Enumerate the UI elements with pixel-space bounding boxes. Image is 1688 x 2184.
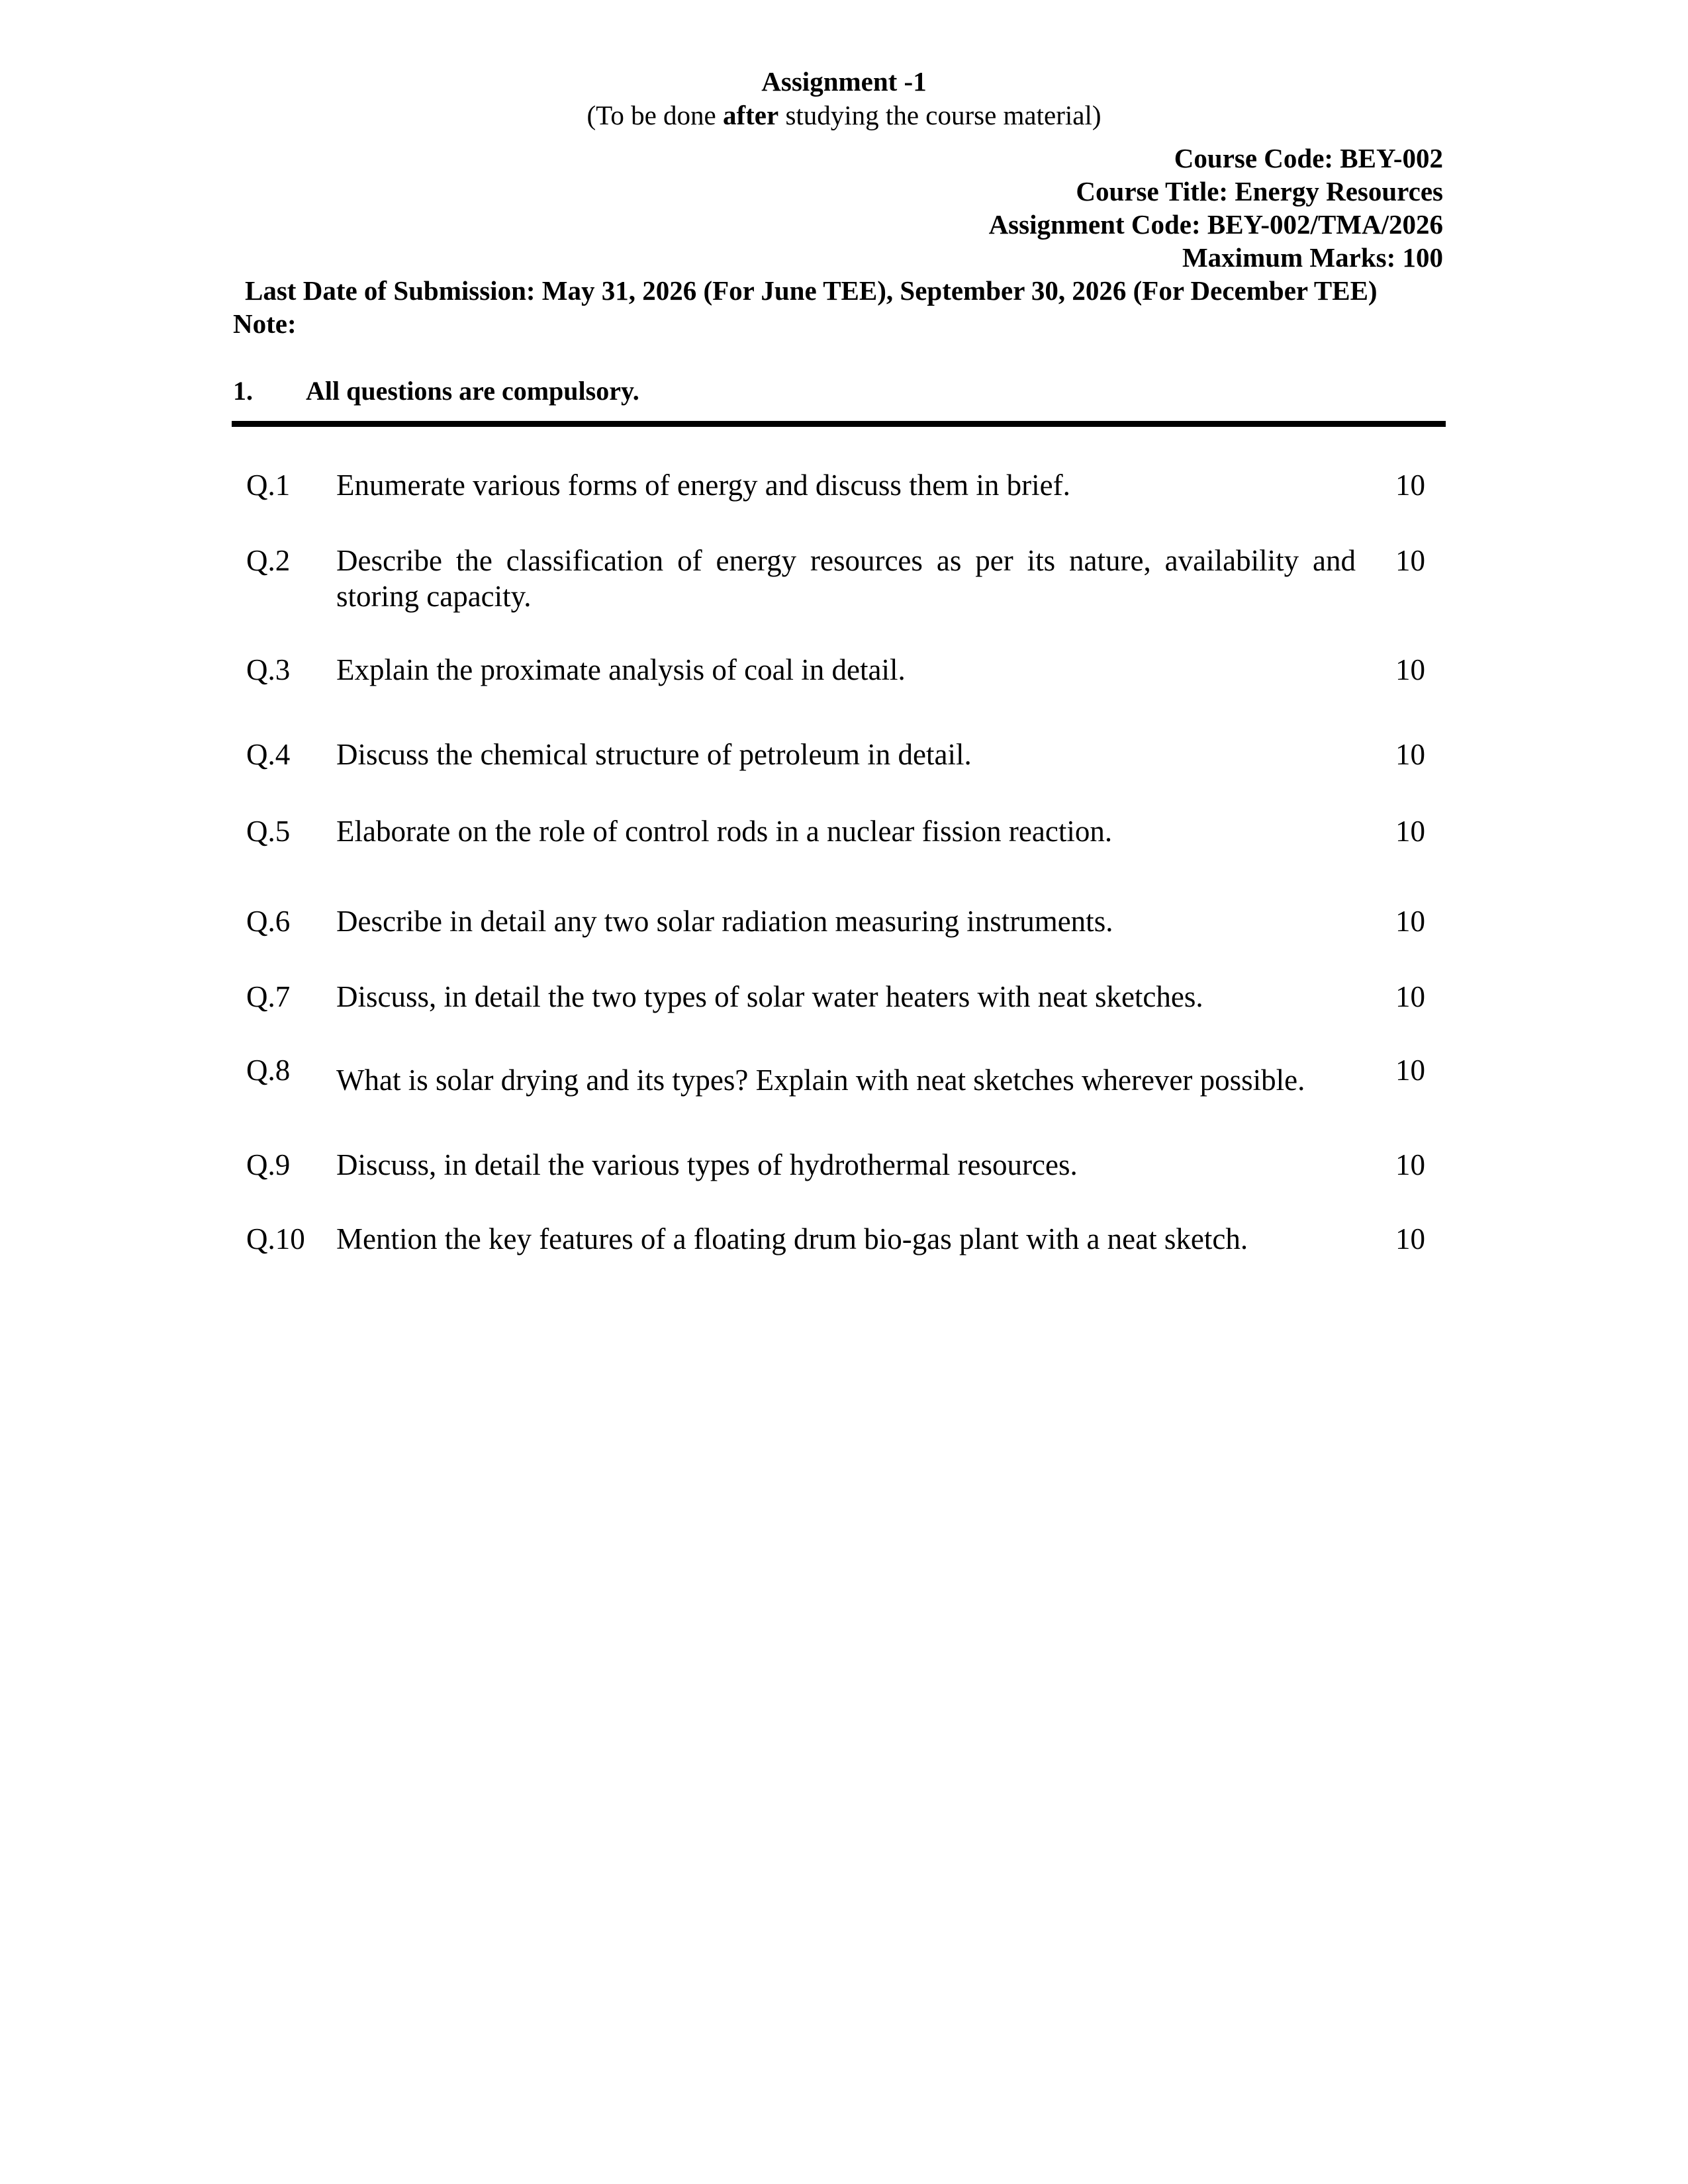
question-text: Mention the key features of a floating drum bio-gas plant with a neat sketch.: [336, 1222, 1248, 1255]
question-marks: 10: [1395, 544, 1425, 577]
question-number: Q.10: [246, 1222, 305, 1255]
note-label: Note:: [233, 308, 297, 339]
question-text: Discuss, in detail the two types of solar water heaters with neat sketches.: [336, 980, 1203, 1013]
page-subtitle: [0, 98, 1688, 132]
question-text: Enumerate various forms of energy and discuss them in brief.: [336, 469, 1070, 502]
instruction-text: All questions are compulsory.: [306, 376, 639, 406]
question-marks: 10: [1395, 1054, 1425, 1087]
question-number: Q.6: [246, 905, 291, 938]
question-number: Q.1: [246, 469, 291, 502]
question-text: Describe in detail any two solar radiation measuring instruments.: [336, 905, 1113, 938]
course-code: Course Code: BEY-002: [1174, 143, 1443, 173]
submission-deadline: Last Date of Submission: May 31, 2026 (For June TEE), September 30, 2026 (For December TEE): [245, 275, 1378, 306]
question-marks: 10: [1395, 905, 1425, 938]
assignment-code: Assignment Code: BEY-002/TMA/2026: [988, 209, 1443, 240]
question-number: Q.9: [246, 1148, 291, 1181]
maximum-marks: Maximum Marks: 100: [1182, 242, 1443, 273]
question-marks: 10: [1395, 980, 1425, 1013]
question-number: Q.3: [246, 653, 291, 686]
question-text: Elaborate on the role of control rods in a nuclear fission reaction.: [336, 815, 1113, 848]
question-marks: 10: [1395, 1148, 1425, 1181]
course-title: Course Title: Energy Resources: [1076, 176, 1443, 206]
question-text: What is solar drying and its types? Explain with neat sketches wherever possible.: [336, 1064, 1305, 1097]
question-text: Discuss, in detail the various types of hydrothermal resources.: [336, 1148, 1078, 1181]
question-text: Explain the proximate analysis of coal in detail.: [336, 653, 906, 686]
question-text: Discuss the chemical structure of petroleum in detail.: [336, 738, 972, 771]
subtitle-suffix: studying the course material): [778, 100, 1102, 130]
question-marks: 10: [1395, 653, 1425, 686]
question-marks: 10: [1395, 738, 1425, 771]
question-marks: 10: [1395, 815, 1425, 848]
question-number: Q.5: [246, 815, 291, 848]
divider-rule: [232, 421, 1446, 427]
question-number: Q.8: [246, 1054, 291, 1087]
question-number: Q.2: [246, 544, 291, 577]
question-marks: 10: [1395, 1222, 1425, 1255]
instruction-number: 1.: [233, 376, 253, 406]
subtitle-prefix: (To be done: [586, 100, 723, 130]
subtitle-emphasis: after: [722, 100, 779, 130]
question-marks: 10: [1395, 469, 1425, 502]
question-text: Describe the classification of energy resources as per its nature, availability and storing capacity.: [336, 544, 1356, 613]
question-number: Q.7: [246, 980, 291, 1013]
question-number: Q.4: [246, 738, 291, 771]
page-title: Assignment -1: [761, 66, 927, 97]
